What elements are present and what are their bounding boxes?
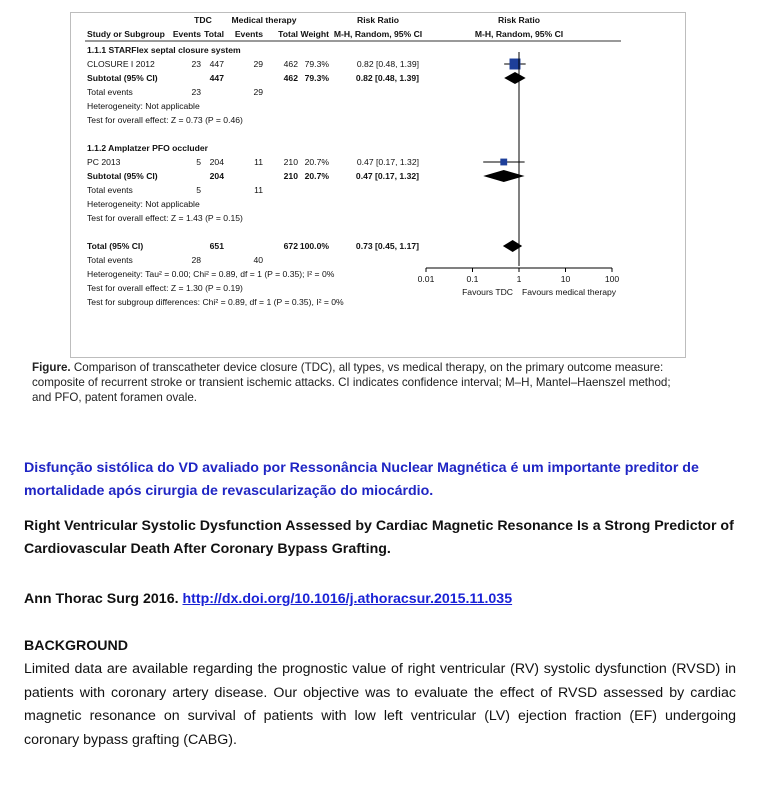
citation xyxy=(24,589,736,609)
cell-weight: 100.0% xyxy=(299,241,329,251)
cell-total-tdc: 447 xyxy=(209,59,224,69)
cell-events-tdc: 28 xyxy=(191,255,201,265)
row-label: Subtotal (95% CI) xyxy=(87,171,158,181)
pooled-diamond xyxy=(504,72,525,84)
header-risk-ratio: Risk Ratio xyxy=(356,15,400,25)
col-total-tdc: Total xyxy=(204,29,224,39)
row-label: Total (95% CI) xyxy=(87,241,144,251)
row-label: Test for overall effect: Z = 0.73 (P = 0.46) xyxy=(87,115,243,125)
cell-risk-ratio-ci: 0.73 [0.45, 1.17] xyxy=(355,241,419,251)
cell-total-tdc: 651 xyxy=(209,241,224,251)
col-weight: Weight xyxy=(300,29,329,39)
cell-total-medical: 672 xyxy=(283,241,298,251)
x-axis-tick-label: 0.01 xyxy=(417,274,435,284)
cell-total-tdc: 447 xyxy=(209,73,224,83)
cell-weight: 79.3% xyxy=(304,59,329,69)
row-label: Total events xyxy=(87,255,133,265)
cell-events-tdc: 23 xyxy=(191,87,201,97)
row-label: PC 2013 xyxy=(87,157,121,167)
study-marker xyxy=(500,159,507,166)
cell-events-medical: 11 xyxy=(254,185,263,195)
cell-risk-ratio-ci: 0.47 [0.17, 1.32] xyxy=(356,157,419,167)
cell-risk-ratio-ci: 0.82 [0.48, 1.39] xyxy=(356,59,419,69)
row-label: Test for subgroup differences: Chi² = 0.89, df = 1 (P = 0.35), I² = 0% xyxy=(87,297,344,307)
x-axis-tick-label: 1 xyxy=(516,274,522,284)
doi-link[interactable]: http://dx.doi.org/10.1016/j.athoracsur.2015.11.035 xyxy=(182,591,513,607)
cell-total-medical: 210 xyxy=(283,171,298,181)
forest-plot xyxy=(71,13,687,359)
col-method: M-H, Random, 95% CI xyxy=(333,29,423,39)
row-label: Test for overall effect: Z = 1.30 (P = 0.19) xyxy=(87,283,243,293)
cell-total-tdc: 204 xyxy=(209,157,224,167)
favours-tdc-label: Favours TDC xyxy=(462,287,513,297)
header-medical-therapy: Medical therapy xyxy=(231,15,297,25)
row-label: Total events xyxy=(87,185,133,195)
favours-medical-label: Favours medical therapy xyxy=(522,287,617,297)
x-axis-tick-label: 10 xyxy=(560,274,571,284)
row-label: Total events xyxy=(87,87,133,97)
col-method-plot: M-H, Random, 95% CI xyxy=(474,29,564,39)
header-tdc: TDC xyxy=(194,15,212,25)
cell-total-medical: 462 xyxy=(283,73,298,83)
caption-text: Comparison of transcatheter device closure (TDC), all types, vs medical therapy, on the primary outcome measure: composite of recurrent stroke or transient ischemic attacks. CI indicates confidence interval; M–H, Mantel–Haenszel method; and PFO, patent foramen ovale. xyxy=(32,361,671,404)
pooled-diamond xyxy=(483,170,524,182)
cell-events-tdc: 5 xyxy=(196,185,201,195)
row-label: Heterogeneity: Not applicable xyxy=(87,101,200,111)
journal-reference: Ann Thorac Surg 2016. xyxy=(24,591,179,607)
row-label: 1.1.2 Amplatzer PFO occluder xyxy=(87,143,208,153)
col-total-medical: Total xyxy=(278,29,298,39)
background-text: Limited data are available regarding the prognostic value of right ventricular (RV) systolic dysfunction (RVSD) in patients with coronary artery disease. Our objective was to evaluate the effect of RVSD assessed by cardiac magnetic resonance on survival of patients with low left ventricular (LV) ejection fraction (EF) undergoing coronary bypass grafting (CABG). xyxy=(24,661,736,748)
cell-total-medical: 462 xyxy=(283,59,298,69)
caption-label: Figure. xyxy=(32,361,71,374)
row-label: Test for overall effect: Z = 1.43 (P = 0.15) xyxy=(87,213,243,223)
col-events-medical: Events xyxy=(234,29,263,39)
cell-events-medical: 40 xyxy=(253,255,263,265)
row-label: Heterogeneity: Not applicable xyxy=(87,199,200,209)
x-axis-tick-label: 100 xyxy=(604,274,620,284)
col-events-tdc: Events xyxy=(172,29,201,39)
cell-total-medical: 210 xyxy=(283,157,298,167)
figure-caption xyxy=(32,360,692,405)
english-title: Right Ventricular Systolic Dysfunction Assessed by Cardiac Magnetic Resonance Is a Strong Predictor of Cardiovascular Death After Coronary Bypass Grafting. xyxy=(24,518,734,557)
header-risk-ratio-plot: Risk Ratio xyxy=(497,15,541,25)
cell-risk-ratio-ci: 0.47 [0.17, 1.32] xyxy=(355,171,419,181)
forest-plot-figure xyxy=(70,12,686,358)
row-label: Subtotal (95% CI) xyxy=(87,73,158,83)
cell-events-tdc: 23 xyxy=(191,59,201,69)
cell-weight: 20.7% xyxy=(304,157,329,167)
cell-events-medical: 11 xyxy=(254,157,263,167)
portuguese-title: Disfunção sistólica do VD avaliado por Ressonância Nuclear Magnética é um importante preditor de mortalidade após cirurgia de revascularização do miocárdio. xyxy=(24,460,699,499)
row-label: 1.1.1 STARFlex septal closure system xyxy=(87,45,241,55)
row-label: Heterogeneity: Tau² = 0.00; Chi² = 0.89, df = 1 (P = 0.35); I² = 0% xyxy=(87,269,335,279)
col-study: Study or Subgroup xyxy=(87,29,165,39)
cell-weight: 79.3% xyxy=(304,73,329,83)
cell-total-tdc: 204 xyxy=(209,171,224,181)
cell-events-tdc: 5 xyxy=(196,157,201,167)
cell-risk-ratio-ci: 0.82 [0.48, 1.39] xyxy=(355,73,419,83)
background-heading: BACKGROUND xyxy=(24,638,129,654)
cell-weight: 20.7% xyxy=(304,171,329,181)
row-label: CLOSURE I 2012 xyxy=(87,59,155,69)
x-axis-tick-label: 0.1 xyxy=(466,274,479,284)
cell-events-medical: 29 xyxy=(253,59,263,69)
cell-events-medical: 29 xyxy=(253,87,263,97)
